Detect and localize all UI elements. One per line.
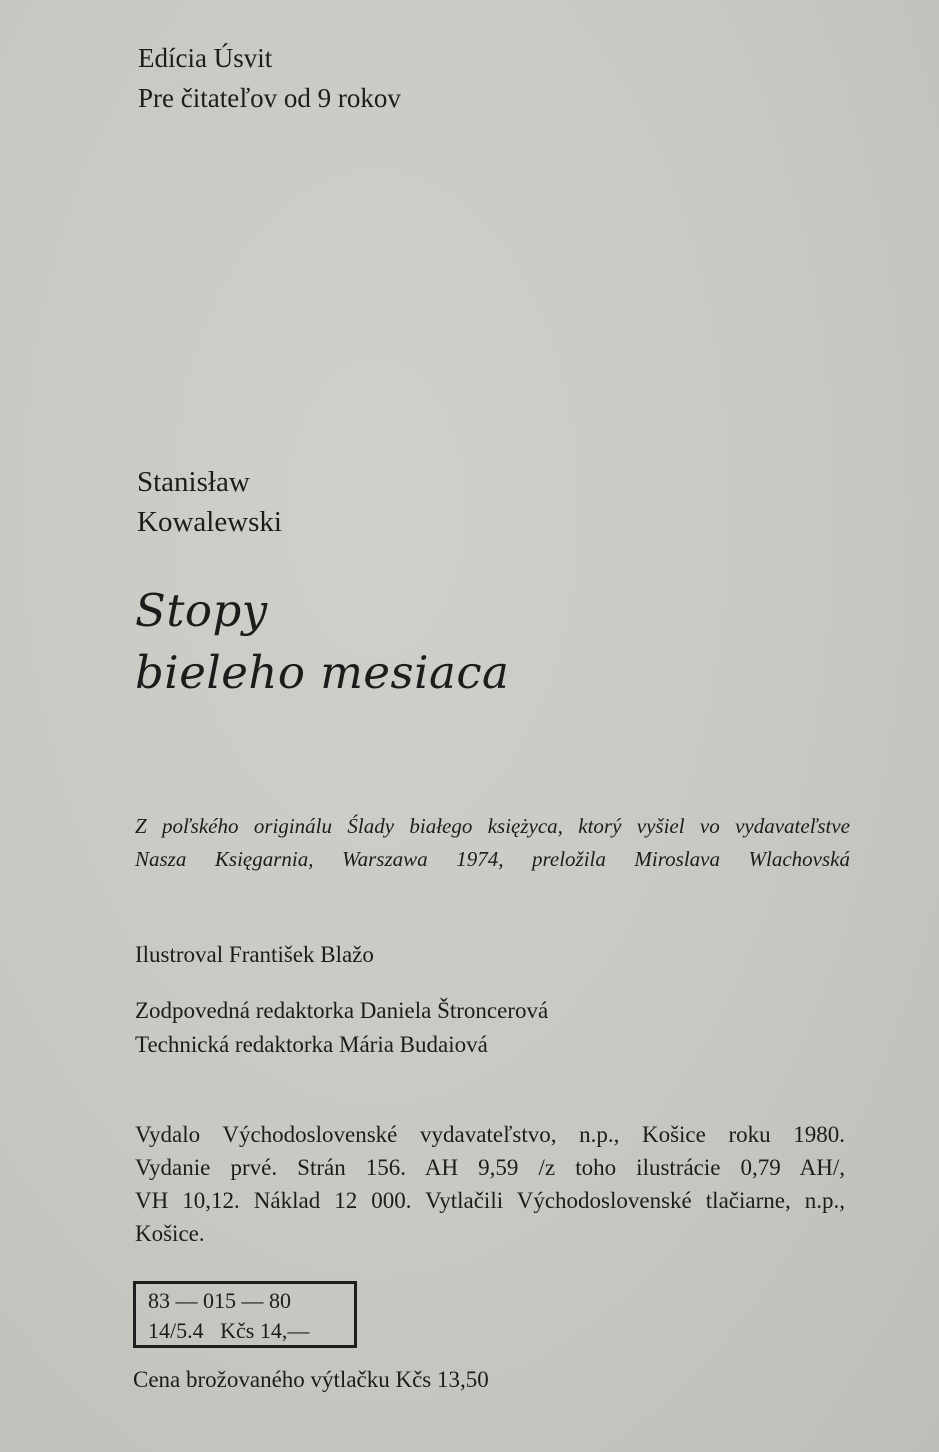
series-edition: Edícia Úsvit [138, 43, 273, 73]
imprint-line-3: VH 10,12. Náklad 12 000. Vytlačili Východoslovenské tlačiarne, n.p., [135, 1188, 845, 1213]
paperback-price-text: Cena brožovaného výtlačku Kčs 13,50 [133, 1367, 489, 1392]
author-first-name: Stanisław [137, 466, 250, 498]
illustrator-credit-text: Ilustroval František Blažo [135, 942, 374, 967]
price-code-box [133, 1281, 357, 1348]
translation-note-line-2: Nasza Księgarnia, Warszawa 1974, preložila Miroslava Wlachovská [135, 847, 850, 871]
illustrator-credit [135, 938, 374, 972]
book-title [135, 580, 509, 704]
series-audience: Pre čitateľov od 9 rokov [138, 83, 401, 113]
book-title-line-2: bieleho mesiaca [135, 646, 510, 699]
responsible-editor-credit: Zodpovedná redaktorka Daniela Štroncerová [135, 998, 549, 1023]
translation-note-line-1: Z poľského originálu Ślady białego księżyca, ktorý vyšiel vo vydavateľstve [135, 814, 850, 838]
paperback-price [133, 1363, 489, 1397]
imprint-line-1: Vydalo Východoslovenské vydavateľstvo, n.p., Košice roku 1980. [135, 1122, 845, 1147]
imprint-line-4: Košice. [135, 1221, 205, 1246]
editor-credits [135, 994, 548, 1062]
author-name [137, 462, 282, 542]
price-code-line-1: 83 — 015 — 80 [148, 1288, 291, 1313]
publisher-imprint [135, 1118, 845, 1250]
author-last-name: Kowalewski [137, 506, 282, 538]
technical-editor-credit: Technická redaktorka Mária Budaiová [135, 1032, 488, 1057]
series-info [138, 38, 401, 118]
translation-note [135, 810, 850, 876]
book-title-line-1: Stopy [135, 584, 268, 637]
imprint-line-2: Vydanie prvé. Strán 156. AH 9,59 /z toho ilustrácie 0,79 AH/, [135, 1155, 845, 1180]
price-code-line-2: 14/5.4 Kčs 14,— [148, 1318, 310, 1343]
